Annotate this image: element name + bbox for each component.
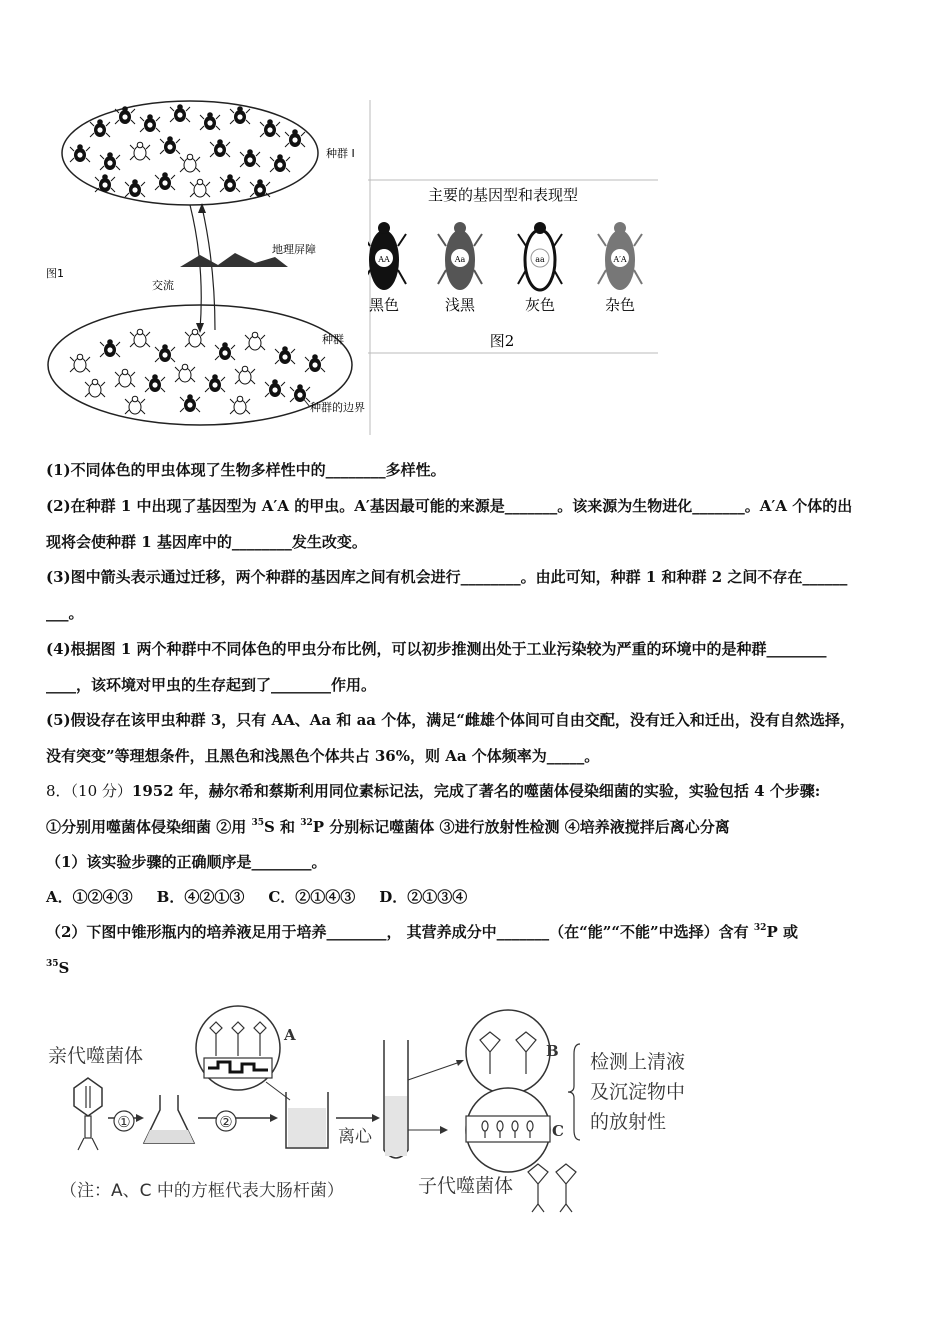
figure2-caption: 图2 (489, 332, 515, 350)
detect-line3: 的放射性 (590, 1111, 667, 1133)
beetle-mottled (598, 222, 642, 290)
step2-label: ② (219, 1113, 233, 1131)
problem8-sub2 (46, 922, 798, 942)
option-a: A．①②④③ (46, 888, 133, 906)
sub2-part-b: P 或 (766, 923, 798, 941)
exchange-label: 交流 (152, 279, 174, 292)
question-2-line1: (2)在种群 1 中出现了基因型为 A′A 的甲虫。A′基因最可能的来源是_______。该来源为生物进化_______。A′A 个体的出 (46, 497, 853, 515)
beetle-black (368, 222, 406, 290)
question-5-line1: (5)假设存在该甲虫种群 3，只有 AA、Aa 和 aa 个体，满足“雌雄个体间可自由交配，没有迁入和迁出，没有自然选择， (46, 711, 855, 729)
child-phage-icons (528, 1164, 576, 1212)
question-1: (1)不同体色的甲虫体现了生物多样性中的________多样性。 (46, 461, 446, 479)
genotype-recessive: aa (535, 255, 545, 264)
steps-part-b: S 和 (263, 818, 301, 836)
phenotype-mottled: 杂色 (604, 296, 636, 314)
option-d: D．②①③④ (379, 888, 468, 906)
zoom-circle-b (466, 1010, 550, 1094)
sup-32: 32 (300, 818, 313, 828)
parent-phage-label: 亲代噬菌体 (48, 1045, 144, 1067)
figure3-phage-experiment (40, 1000, 740, 1215)
sub2-sup-32: 32 (753, 923, 767, 933)
problem8-intro (46, 781, 820, 801)
figure1-label: 图1 (46, 267, 64, 280)
problem8-sub2-cont (46, 958, 69, 978)
population2-label: 种群 (322, 333, 344, 346)
population2-beetles (70, 329, 325, 414)
figure1-populations (40, 95, 380, 440)
child-phage-label: 子代噬菌体 (418, 1175, 514, 1197)
option-b: B．④②①③ (156, 888, 245, 906)
sub2-part-c: S (58, 959, 70, 977)
problem8-options (46, 887, 467, 907)
question-4-line2: ____，该环境对甲虫的生存起到了________作用。 (46, 676, 377, 694)
population1-label: 种群 I (326, 147, 355, 160)
exchange-arrow-down (190, 205, 201, 330)
problem8-steps (46, 817, 730, 837)
figure2-genotypes (368, 178, 658, 358)
exchange-arrow-up (202, 207, 215, 330)
steps-part-c: P 分别标记噬菌体 ③进行放射性检测 ④培养液搅拌后离心分离 (312, 818, 730, 836)
sup-35: 35 (251, 818, 264, 828)
question-3-line2: ___。 (46, 604, 84, 622)
boundary-label: 种群的边界 (310, 401, 365, 414)
genotype-mutant: A′A (613, 255, 627, 264)
question-3-line1: (3)图中箭头表示通过迁移，两个种群的基因库之间有机会进行________。由此可知，种群 1 和种群 2 之间不存在______ (46, 568, 848, 586)
genotype-aa-dominant: AA (378, 255, 390, 264)
question-4-line1: (4)根据图 1 两个种群中不同体色的甲虫分布比例，可以初步推测出处于工业污染较为严重的环境中的是种群________ (46, 640, 827, 658)
phenotype-grey: 灰色 (524, 296, 556, 314)
label-c: C (552, 1122, 564, 1140)
step1-label: ① (117, 1113, 131, 1131)
detect-line1: 检测上清液 (590, 1051, 686, 1073)
phenotype-light-black: 浅黑 (444, 296, 476, 314)
sub2-part-a: （2）下图中锥形瓶内的培养液足用于培养________， 其营养成分中_______（在“能”“不能”中选择）含有 (46, 923, 754, 941)
genotype-heterozygous: Aa (454, 255, 466, 264)
beetle-grey (518, 222, 562, 290)
population1-beetles (70, 104, 305, 197)
figure3-note: （注：A、C 中的方框代表大肠杆菌） (60, 1181, 344, 1201)
problem8-sub1: （1）该实验步骤的正确顺序是________。 (46, 853, 327, 871)
sub2-sup-35: 35 (46, 959, 59, 969)
detect-line2: 及沉淀物中 (590, 1081, 686, 1103)
result-bracket (568, 1044, 580, 1140)
option-c: C．②①④③ (268, 888, 356, 906)
problem8-intro-text: 1952 年，赫尔希和蔡斯利用同位素标记法，完成了著名的噬菌体侵染细菌的实验，实验包括 4 个步骤: (131, 782, 821, 800)
phenotype-black: 黑色 (368, 296, 400, 314)
beetle-light-black (438, 222, 482, 290)
figure2-title: 主要的基因型和表现型 (428, 186, 579, 204)
problem8-number: 8．（10 分） (46, 782, 132, 800)
label-b: B (546, 1042, 559, 1060)
centrifuge-label: 离心 (338, 1127, 372, 1147)
parent-phage-icon (74, 1078, 102, 1150)
question-5-line2: 没有突变”等理想条件，且黑色和浅黑色个体共占 36%，则 Aa 个体频率为_____。 (46, 747, 600, 765)
label-a: A (284, 1026, 296, 1044)
question-2-line2: 现将会使种群 1 基因库中的________发生改变。 (46, 533, 367, 551)
barrier-label: 地理屏障 (272, 243, 316, 256)
steps-part-a: ①分别用噬菌体侵染细菌 ②用 (46, 818, 252, 836)
